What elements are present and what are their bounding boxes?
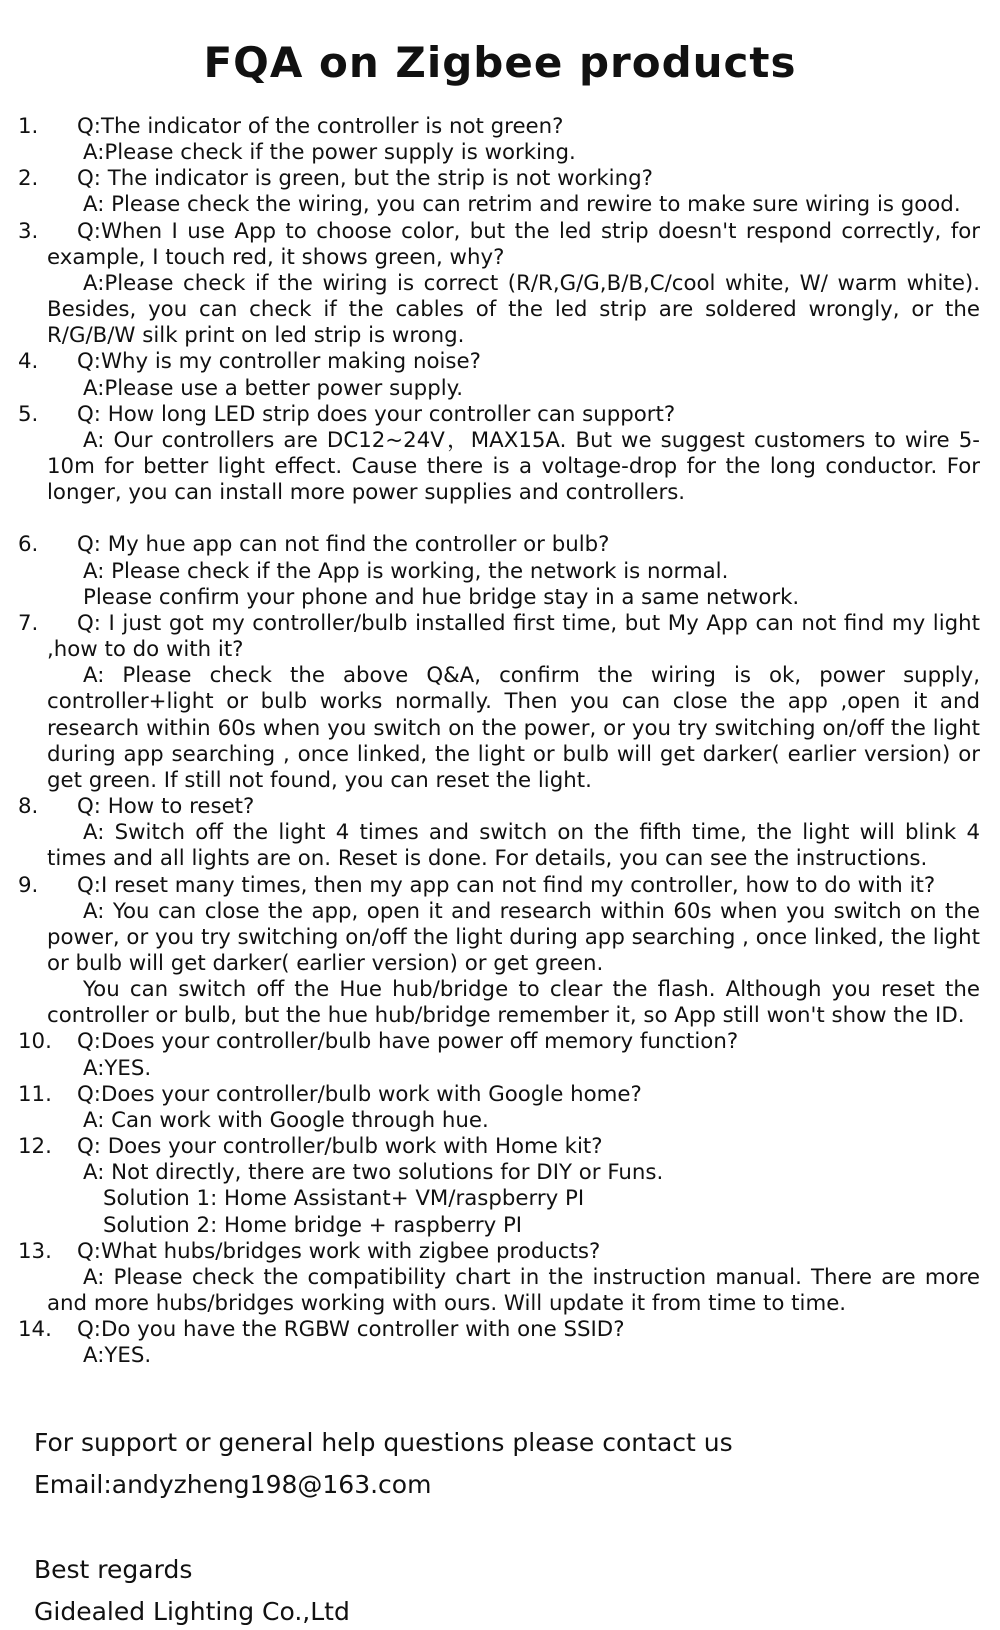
faq-answer: A:YES. [83, 1055, 152, 1081]
faq-item-3 [18, 219, 980, 350]
faq-item-9 [18, 873, 980, 1030]
faq-number: 2. [18, 166, 39, 192]
faq-answer: A:Please check if the power supply is working. [83, 140, 576, 166]
faq-item-2 [18, 166, 980, 218]
faq-number: 1. [18, 114, 39, 139]
faq-item-13 [18, 1239, 980, 1317]
faq-solution: Solution 1: Home Assistant+ VM/raspberry PI [103, 1186, 585, 1212]
faq-question-text: Q:When I use App to choose color, but the led strip doesn't respond correctly, for example, I touch red, it shows green, why? [47, 218, 980, 270]
faq-item-8 [18, 794, 980, 872]
faq-number: 11. [18, 1081, 52, 1107]
faq-number: 7. [18, 610, 39, 636]
faq-question-text: Q: The indicator is green, but the strip is not working? [77, 166, 653, 192]
faq-question [18, 1317, 980, 1343]
faq-question [18, 794, 980, 820]
faq-answer: A: Can work with Google through hue. [83, 1107, 489, 1133]
faq-question [18, 1082, 980, 1108]
faq-question [18, 1239, 980, 1265]
faq-number: 3. [18, 218, 39, 244]
faq-item-11 [18, 1082, 980, 1134]
faq-number: 5. [18, 401, 39, 427]
faq-question-text: Q:The indicator of the controller is not green? [77, 114, 564, 139]
faq-answer: A:YES. [83, 1343, 152, 1369]
faq-answer: A:Please check if the wiring is correct (R/R,G/G,B/B,C/cool white, W/ warm white). Besides, you can check if the cables of the led strip are soldered wrongly, or the R/G/B/W silk print on led strip is wrong. [47, 270, 980, 349]
faq-question [18, 349, 980, 375]
faq-answer: A: You can close the app, open it and research within 60s when you switch on the power, or you try switching on/off the light during app searching , once linked, the light or bulb will get darker( earlier version) or get green. [47, 898, 980, 976]
faq-solution: Solution 2: Home bridge + raspberry PI [103, 1212, 523, 1238]
faq-number: 12. [18, 1134, 52, 1160]
faq-item-1 [18, 114, 980, 166]
faq-question-text: Q:Do you have the RGBW controller with one SSID? [77, 1317, 625, 1343]
faq-question [18, 114, 980, 140]
faq-question [18, 402, 980, 428]
faq-item-5 [18, 402, 980, 507]
support-text: For support or general help questions please contact us [34, 1428, 733, 1457]
faq-item-4 [18, 349, 980, 401]
faq-item-6 [18, 532, 980, 610]
faq-question-text: Q: How long LED strip does your controller can support? [77, 401, 676, 427]
faq-question [18, 532, 980, 558]
faq-question-text: Q:Does your controller/bulb work with Google home? [77, 1081, 642, 1107]
faq-question-text: Q:I reset many times, then my app can not find my controller, how to do with it? [77, 872, 936, 898]
faq-answer: A: Please check the above Q&A, confirm the wiring is ok, power supply, controller+light or bulb works normally. Then you can close the app ,open it and research within 60s when you switch on the power, or you try switching on/off the light during app searching , once linked, the light or bulb will get darker( earlier version) or get green. If still not found, you can reset the light. [47, 663, 980, 793]
spacer [18, 506, 980, 532]
faq-question [18, 873, 980, 899]
regards-text: Best regards [34, 1555, 193, 1584]
faq-answer: Please confirm your phone and hue bridge stay in a same network. [83, 584, 800, 610]
faq-question [18, 1134, 980, 1160]
faq-item-14 [18, 1317, 980, 1369]
faq-answer: You can switch off the Hue hub/bridge to clear the flash. Although you reset the controller or bulb, but the hue hub/bridge remember it, so App still won't show the ID. [47, 977, 980, 1029]
faq-answer: A:Please use a better power supply. [83, 375, 463, 401]
faq-question-text: Q: How to reset? [77, 794, 255, 820]
faq-number: 13. [18, 1238, 52, 1264]
faq-answer: A: Switch off the light 4 times and switch on the fifth time, the light will blink 4 times and all lights are on. Reset is done. For details, you can see the instructions. [47, 820, 980, 872]
faq-answer: A: Please check the compatibility chart in the instruction manual. There are more and more hubs/bridges working with ours. Will update it from time to time. [47, 1264, 980, 1317]
faq-number: 9. [18, 872, 39, 898]
faq-question [18, 166, 980, 192]
faq-question-text: Q:Does your controller/bulb have power off memory function? [77, 1029, 739, 1055]
faq-item-12 [18, 1134, 980, 1239]
company-name: Gidealed Lighting Co.,Ltd [34, 1597, 350, 1626]
faq-question [18, 1029, 980, 1055]
faq-question [18, 611, 980, 663]
faq-question-text: Q: Does your controller/bulb work with Home kit? [77, 1134, 603, 1160]
faq-answer: A: Please check the wiring, you can retrim and rewire to make sure wiring is good. [83, 192, 961, 218]
page-title: FQA on Zigbee products [203, 38, 797, 87]
faq-question [18, 219, 980, 271]
faq-question-text: Q:What hubs/bridges work with zigbee products? [77, 1238, 601, 1264]
faq-question-text: Q: I just got my controller/bulb installed first time, but My App can not find my light ,how to do with it? [47, 610, 980, 663]
faq-number: 6. [18, 532, 39, 558]
faq-number: 14. [18, 1317, 52, 1343]
faq-answer: A: Please check if the App is working, the network is normal. [83, 558, 729, 584]
faq-number: 10. [18, 1029, 52, 1055]
faq-question-text: Q:Why is my controller making noise? [77, 349, 481, 375]
faq-item-10 [18, 1029, 980, 1081]
email-text: Email:andyzheng198@163.com [34, 1470, 432, 1499]
faq-question-text: Q: My hue app can not find the controller or bulb? [77, 532, 610, 558]
faq-list [18, 114, 980, 1369]
faq-answer: A: Our controllers are DC12~24V，MAX15A. But we suggest customers to wire 5-10m for better light effect. Cause there is a voltage-drop for the long conductor. For longer, you can install more power supplies and controllers. [47, 427, 980, 506]
faq-item-7 [18, 611, 980, 794]
faq-answer: A: Not directly, there are two solutions for DIY or Funs. [83, 1160, 664, 1186]
faq-number: 8. [18, 794, 39, 820]
faq-number: 4. [18, 349, 39, 375]
